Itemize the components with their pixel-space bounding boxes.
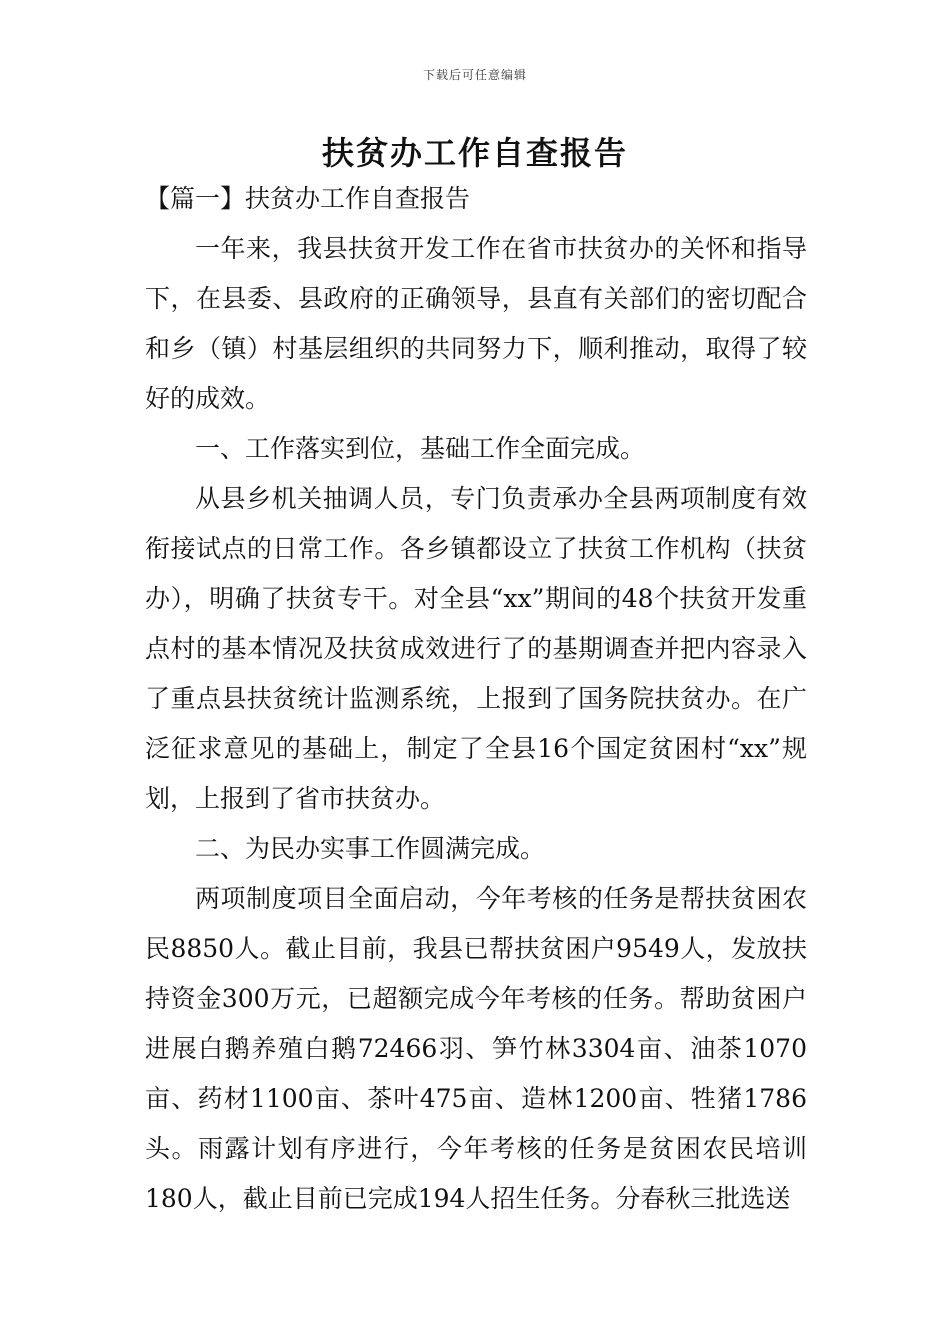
body-paragraph-1: 从县乡机关抽调人员，专门负责承办全县两项制度有效衔接试点的日常工作。各乡镇都设立了扶贫工作机构（扶贫办），明确了扶贫专干。对全县“xx”期间的48个扶贫开发重点村的基本情况及扶贫成效进行了的基期调查并把内容录入了重点县扶贫统计监测系统，上报到了国务院扶贫办。在广泛征求意见的基础上，制定了全县16个国定贫困村“xx”规划，上报到了省市扶贫办。 [145, 484, 807, 813]
page-header-note: 下载后可任意编辑 [422, 68, 527, 82]
body-paragraph-2: 两项制度项目全面启动，今年考核的任务是帮扶贫困农民8850人。截止目前，我县已帮扶贫困户9549人，发放扶持资金300万元，已超额完成今年考核的任务。帮助贫困户进展白鹅养殖白鹅72466羽、笋竹林3304亩、油茶1070亩、药材1100亩、茶叶475亩、造林1200亩、牲猪1786头。雨露计划有序进行，今年考核的任务是贫困农民培训180人，截止目前已完成194人招生任务。分春秋三批选送 [145, 884, 807, 1213]
intro-paragraph: 一年来，我县扶贫开发工作在省市扶贫办的关怀和指导下，在县委、县政府的正确领导，县直有关部们的密切配合和乡（镇）村基层组织的共同努力下，顺利推动，取得了较好的成效。 [145, 234, 807, 413]
document-body [145, 174, 807, 1224]
document-title: 扶贫办工作自查报告 [321, 134, 628, 172]
section-heading-1: 一、工作落实到位，基础工作全面完成。 [195, 434, 646, 463]
section-label: 【篇一】扶贫办工作自查报告 [145, 184, 471, 213]
section-heading-2: 二、为民办实事工作圆满完成。 [195, 834, 546, 863]
